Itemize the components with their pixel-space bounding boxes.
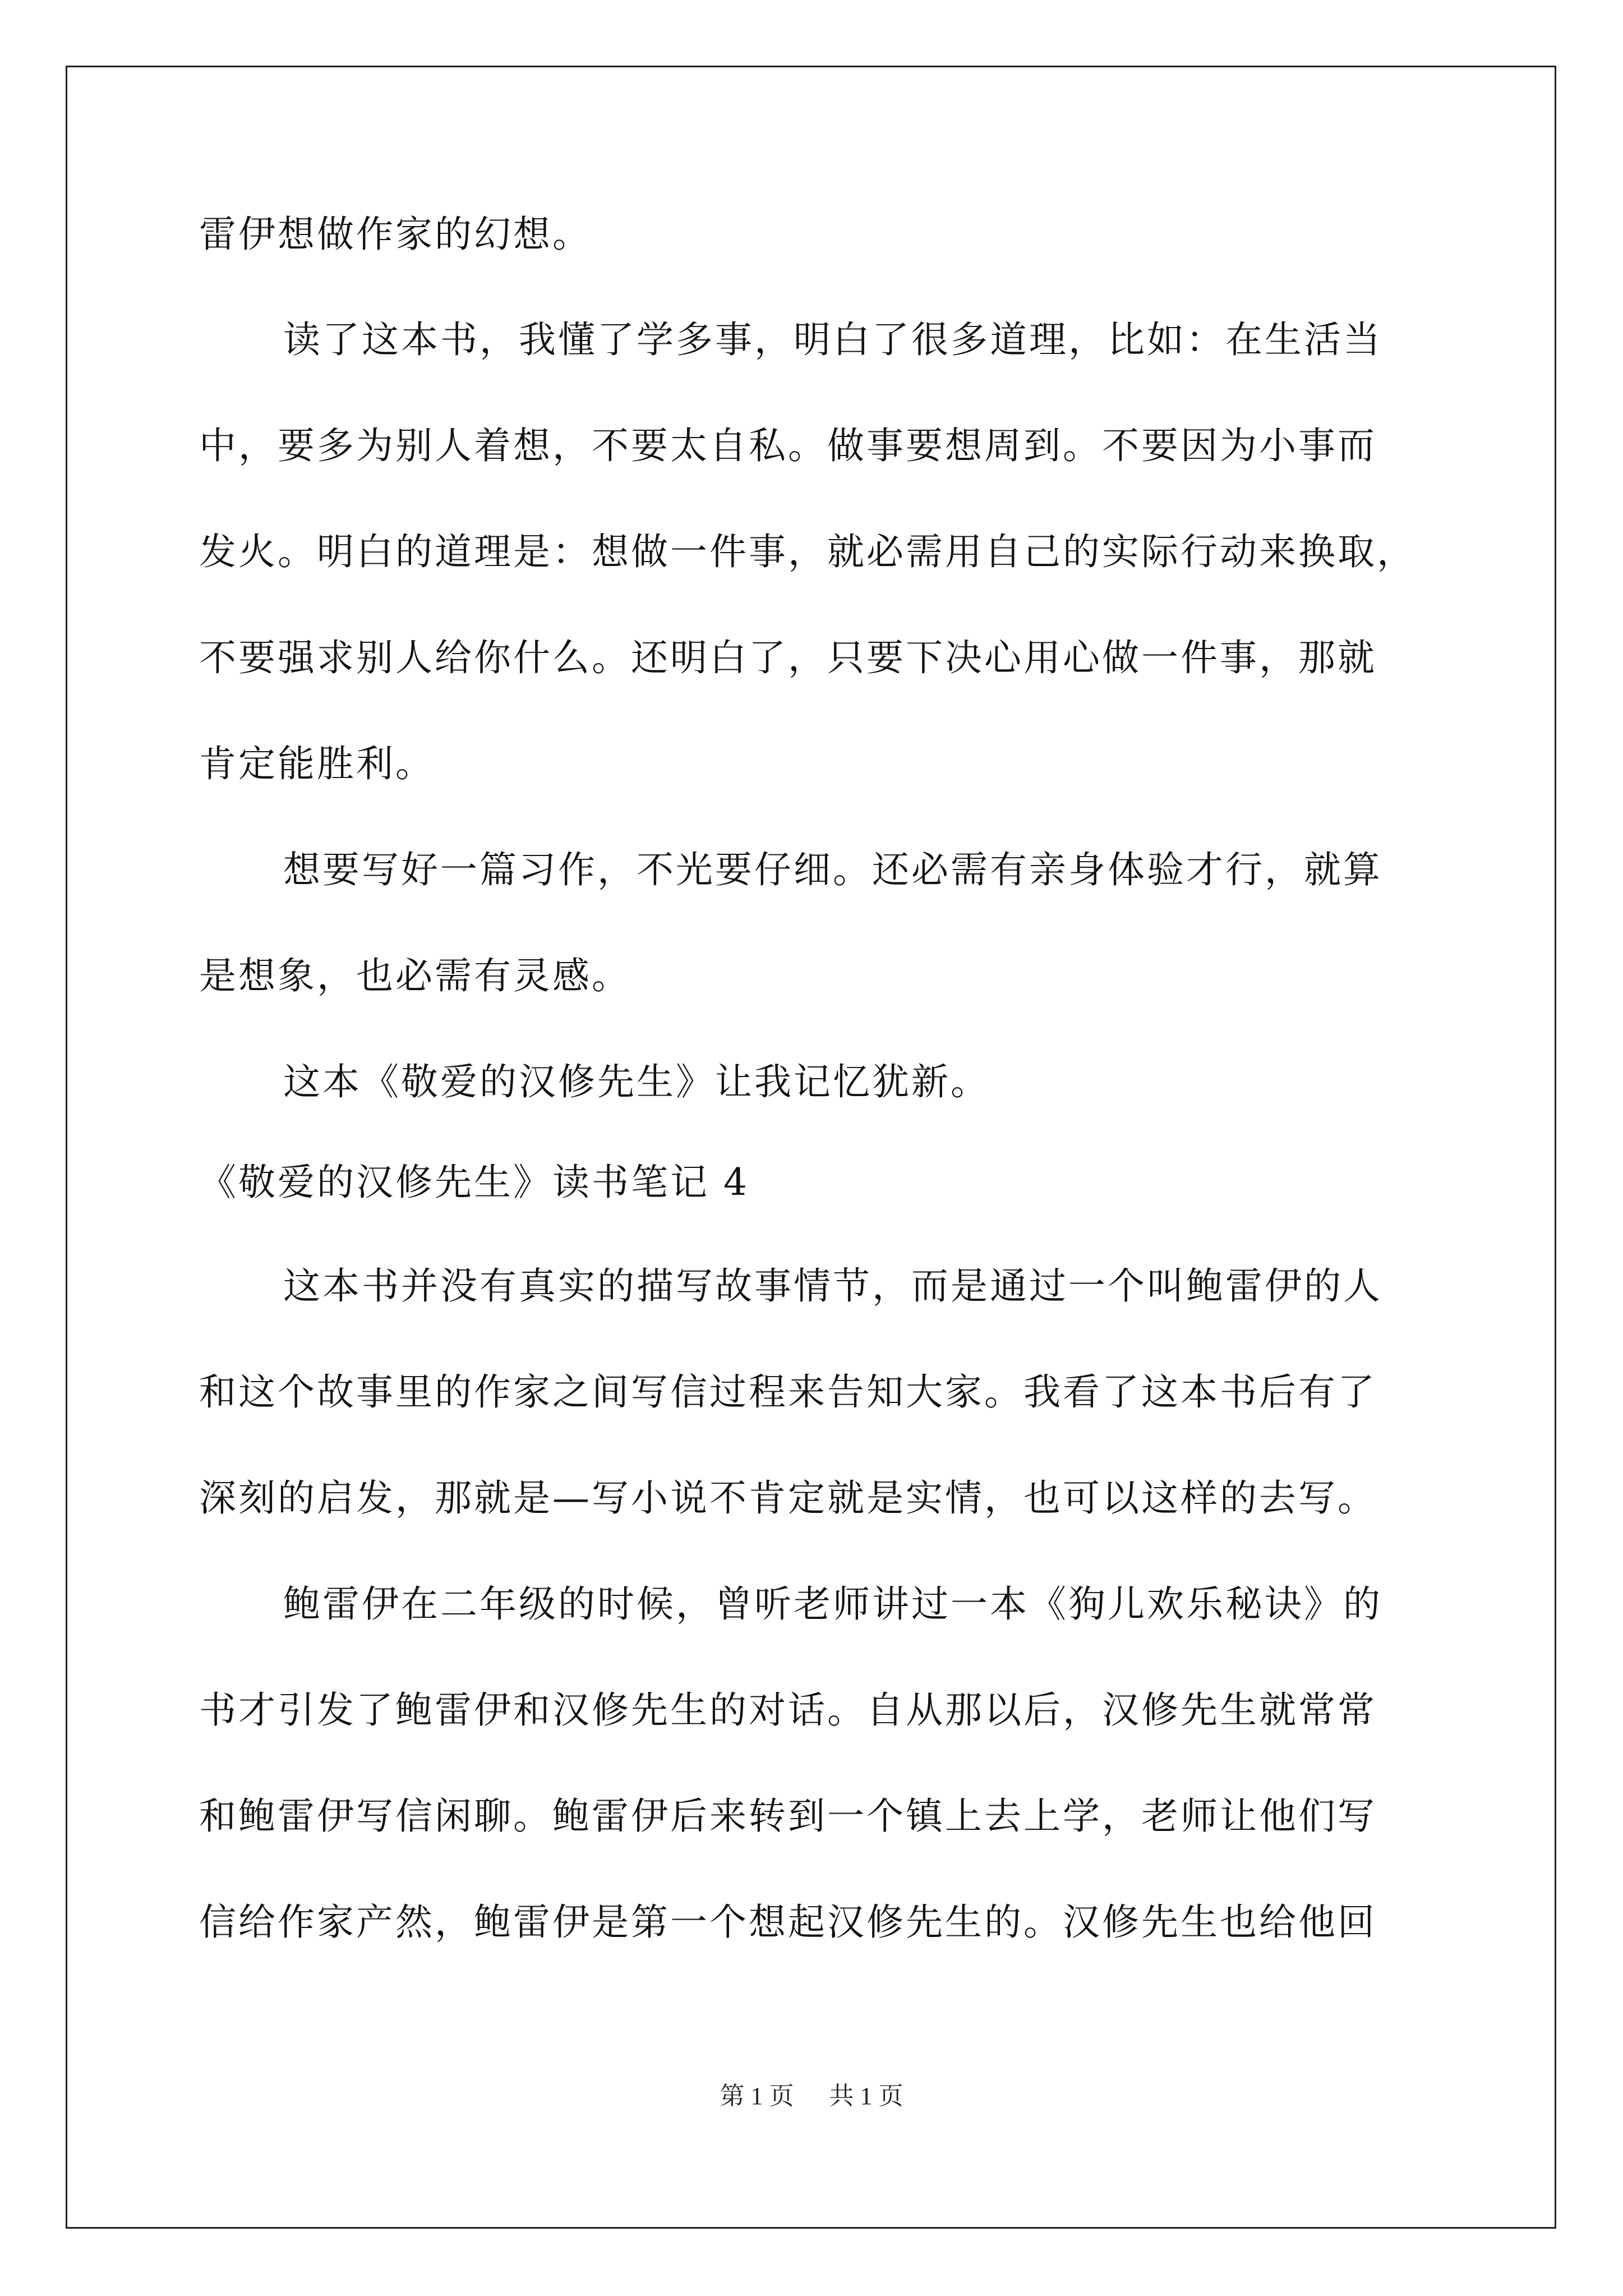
text-line: 书才引发了鲍雷伊和汉修先生的对话。自从那以后，汉修先生就常常 [199, 1688, 1377, 1732]
text-line: 这本《敬爱的汉修先生》让我记忆犹新。 [283, 1060, 990, 1103]
text-line: 发火。明白的道理是：想做一件事，就必需用自己的实际行动来换取， [199, 530, 1416, 573]
text-line: 雷伊想做作家的幻想。 [199, 213, 592, 256]
page-number: 第 1 页 [720, 2082, 794, 2110]
page-footer [0, 2079, 1623, 2113]
section-heading: 《敬爱的汉修先生》读书笔记 4 [199, 1161, 749, 1204]
page-total: 共 1 页 [829, 2082, 903, 2110]
text-line: 深刻的启发，那就是—写小说不肯定就是实情，也可以这样的去写。 [199, 1476, 1377, 1520]
text-line: 和这个故事里的作家之间写信过程来告知大家。我看了这本书后有了 [199, 1370, 1377, 1414]
text-line: 读了这本书，我懂了学多事，明白了很多道理，比如：在生活当 [283, 318, 1382, 361]
text-line: 中，要多为别人着想，不要太自私。做事要想周到。不要因为小事而 [199, 424, 1377, 467]
text-line: 这本书并没有真实的描写故事情节，而是通过一个叫鲍雷伊的人 [283, 1264, 1382, 1308]
text-line: 鲍雷伊在二年级的时候，曾听老师讲过一本《狗儿欢乐秘诀》的 [283, 1582, 1382, 1626]
text-line: 想要写好一篇习作，不光要仔细。还必需有亲身体验才行，就算 [283, 848, 1382, 891]
text-line: 是想象，也必需有灵感。 [199, 954, 631, 997]
text-line: 不要强求别人给你什么。还明白了，只要下决心用心做一件事，那就 [199, 636, 1377, 679]
text-line: 和鲍雷伊写信闲聊。鲍雷伊后来转到一个镇上去上学，老师让他们写 [199, 1795, 1377, 1838]
text-line: 信给作家产然，鲍雷伊是第一个想起汉修先生的。汉修先生也给他回 [199, 1901, 1377, 1944]
text-line: 肯定能胜利。 [199, 742, 435, 785]
